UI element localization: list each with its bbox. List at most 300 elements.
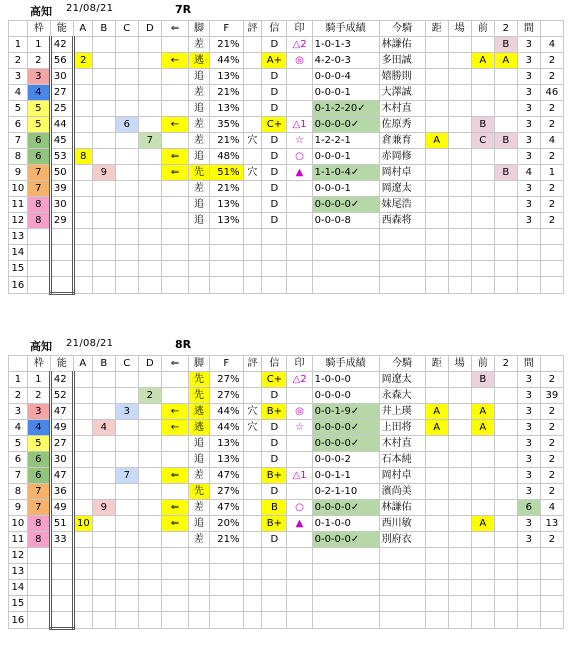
header-shin: 信 (262, 21, 287, 37)
jockey (379, 261, 425, 277)
col-d (138, 532, 161, 548)
col-a (73, 37, 92, 53)
shin: D (262, 420, 287, 436)
header-waku: 枠 (27, 21, 50, 37)
col-c: 7 (115, 468, 138, 484)
mae: A (471, 420, 494, 436)
arrow: ⇐ (161, 516, 188, 532)
row-number: 6 (9, 452, 28, 468)
shin: B+ (262, 516, 287, 532)
waku (27, 245, 50, 261)
hyo (243, 468, 262, 484)
jockey-record: 0-1-2-20✓ (312, 101, 379, 117)
table-row (9, 420, 564, 436)
kan2: 2 (540, 372, 563, 388)
col-b (92, 69, 115, 85)
arrow (161, 612, 188, 629)
baba (448, 101, 471, 117)
kyaku: 先 (189, 484, 210, 500)
waku: 8 (27, 516, 50, 532)
header-kan1: 間 (517, 21, 540, 37)
row-number: 15 (9, 596, 28, 612)
race-number: 8R (175, 338, 192, 351)
shirushi (287, 69, 312, 85)
col-b (92, 436, 115, 452)
col-d (138, 484, 161, 500)
f-pct: 13% (210, 213, 244, 229)
table-row-empty (9, 564, 564, 580)
waku (27, 580, 50, 596)
mae (471, 85, 494, 101)
col-d (138, 117, 161, 133)
kyaku: 差 (189, 500, 210, 516)
ni (494, 404, 517, 420)
hyo: 穴 (243, 133, 262, 149)
col-d (138, 181, 161, 197)
shirushi: ◎ (287, 53, 312, 69)
kan1: 3 (517, 101, 540, 117)
nou (50, 580, 73, 596)
arrow: ← (161, 117, 188, 133)
shirushi: ◎ (287, 404, 312, 420)
shin: D (262, 388, 287, 404)
kyaku: 追 (189, 101, 210, 117)
ni (494, 117, 517, 133)
waku: 8 (27, 532, 50, 548)
mae (471, 564, 494, 580)
hyo (243, 500, 262, 516)
shirushi (287, 213, 312, 229)
kan1: 3 (517, 468, 540, 484)
kyaku: 差 (189, 181, 210, 197)
jockey: 井上瑛 (379, 404, 425, 420)
col-c (115, 133, 138, 149)
row-number: 13 (9, 229, 28, 245)
kan1: 3 (517, 516, 540, 532)
header-f-pct: F (210, 356, 244, 372)
kan2: 2 (540, 213, 563, 229)
col-b (92, 388, 115, 404)
nou: 51 (50, 516, 73, 532)
waku (27, 548, 50, 564)
kyaku (189, 277, 210, 294)
kyori (425, 532, 448, 548)
ni (494, 468, 517, 484)
kan2: 4 (540, 133, 563, 149)
ni (494, 420, 517, 436)
row-number: 2 (9, 388, 28, 404)
mae (471, 165, 494, 181)
kan2: 2 (540, 69, 563, 85)
kyaku (189, 564, 210, 580)
ni (494, 436, 517, 452)
hyo: 穴 (243, 165, 262, 181)
mae (471, 548, 494, 564)
col-b (92, 612, 115, 629)
nou (50, 596, 73, 612)
shin: D (262, 197, 287, 213)
kyaku: 追 (189, 149, 210, 165)
col-c (115, 388, 138, 404)
f-pct (210, 261, 244, 277)
shirushi: ○ (287, 500, 312, 516)
col-b: 4 (92, 420, 115, 436)
mae (471, 37, 494, 53)
row-number: 9 (9, 165, 28, 181)
waku: 5 (27, 436, 50, 452)
hyo (243, 245, 262, 261)
jockey-record: 0-0-0-0✓ (312, 117, 379, 133)
waku: 3 (27, 69, 50, 85)
kan1: 4 (517, 165, 540, 181)
shirushi: ☆ (287, 420, 312, 436)
shirushi: ▲ (287, 165, 312, 181)
col-c (115, 181, 138, 197)
shin: D (262, 181, 287, 197)
f-pct (210, 277, 244, 294)
header-kan2 (540, 21, 563, 37)
shirushi (287, 548, 312, 564)
nou: 47 (50, 404, 73, 420)
baba (448, 85, 471, 101)
shirushi: △2 (287, 372, 312, 388)
kyaku (189, 229, 210, 245)
f-pct: 13% (210, 436, 244, 452)
col-c (115, 261, 138, 277)
waku (27, 612, 50, 629)
col-d (138, 213, 161, 229)
kan2: 1 (540, 165, 563, 181)
shirushi: ▲ (287, 516, 312, 532)
kyori (425, 516, 448, 532)
header-col-a: A (73, 356, 92, 372)
jockey-record: 1-1-0-4✓ (312, 165, 379, 181)
baba (448, 404, 471, 420)
row-number: 12 (9, 548, 28, 564)
shin: D (262, 532, 287, 548)
race-date: 21/08/21 (66, 338, 114, 349)
kan1: 3 (517, 452, 540, 468)
header-mae: 前 (471, 356, 494, 372)
nou (50, 564, 73, 580)
nou (50, 229, 73, 245)
kyori (425, 85, 448, 101)
kan1: 3 (517, 85, 540, 101)
jockey (379, 596, 425, 612)
kan1: 3 (517, 69, 540, 85)
mae (471, 500, 494, 516)
jockey-record (312, 580, 379, 596)
shirushi: ○ (287, 149, 312, 165)
row-number: 16 (9, 612, 28, 629)
mae (471, 388, 494, 404)
waku: 5 (27, 117, 50, 133)
jockey-record: 0-0-0-1 (312, 85, 379, 101)
jockey-record: 1-0-1-3 (312, 37, 379, 53)
arrow (161, 372, 188, 388)
hyo (243, 277, 262, 294)
col-a (73, 388, 92, 404)
f-pct: 47% (210, 500, 244, 516)
waku: 5 (27, 101, 50, 117)
ni (494, 277, 517, 294)
kyori (425, 229, 448, 245)
mae (471, 261, 494, 277)
f-pct (210, 580, 244, 596)
nou: 49 (50, 500, 73, 516)
row-number: 6 (9, 117, 28, 133)
col-c (115, 612, 138, 629)
table-row-empty (9, 596, 564, 612)
col-b (92, 261, 115, 277)
col-a (73, 564, 92, 580)
shirushi (287, 436, 312, 452)
table-row-empty (9, 229, 564, 245)
nou: 27 (50, 436, 73, 452)
arrow (161, 532, 188, 548)
table-row (9, 516, 564, 532)
ni (494, 85, 517, 101)
jockey: 倉兼育 (379, 133, 425, 149)
kyori: A (425, 404, 448, 420)
baba (448, 420, 471, 436)
mae: B (471, 372, 494, 388)
nou: 42 (50, 372, 73, 388)
shirushi (287, 181, 312, 197)
jockey-record: 0-0-0-8 (312, 213, 379, 229)
header-col-b: B (92, 356, 115, 372)
kyori (425, 245, 448, 261)
baba (448, 181, 471, 197)
col-b (92, 213, 115, 229)
col-d (138, 229, 161, 245)
table-row-empty (9, 245, 564, 261)
header-col-c: C (115, 356, 138, 372)
col-d (138, 277, 161, 294)
kan2: 2 (540, 149, 563, 165)
hyo (243, 85, 262, 101)
shin (262, 612, 287, 629)
kyori (425, 388, 448, 404)
arrow (161, 133, 188, 149)
baba (448, 117, 471, 133)
kyaku: 差 (189, 468, 210, 484)
waku: 4 (27, 85, 50, 101)
nou: 52 (50, 388, 73, 404)
race-date: 21/08/21 (66, 3, 114, 14)
kyori (425, 484, 448, 500)
f-pct: 44% (210, 404, 244, 420)
arrow (161, 277, 188, 294)
col-a (73, 548, 92, 564)
shirushi (287, 261, 312, 277)
header-kyaku: 脚 (189, 21, 210, 37)
header-row-number (9, 21, 28, 37)
table-row (9, 69, 564, 85)
jockey-record (312, 277, 379, 294)
kan1: 3 (517, 37, 540, 53)
row-number: 4 (9, 420, 28, 436)
arrow: ← (161, 420, 188, 436)
header-kan2 (540, 356, 563, 372)
arrow (161, 245, 188, 261)
hyo (243, 181, 262, 197)
baba (448, 245, 471, 261)
col-a (73, 229, 92, 245)
jockey: 岡村卓 (379, 468, 425, 484)
kan1: 3 (517, 532, 540, 548)
col-a (73, 532, 92, 548)
arrow (161, 37, 188, 53)
mae (471, 245, 494, 261)
jockey-record: 1-0-0-0 (312, 372, 379, 388)
jockey: 石本純 (379, 452, 425, 468)
kan2 (540, 612, 563, 629)
baba (448, 388, 471, 404)
shin: D (262, 101, 287, 117)
jockey-record (312, 596, 379, 612)
arrow: ← (161, 404, 188, 420)
kyaku (189, 245, 210, 261)
shin: D (262, 69, 287, 85)
arrow (161, 484, 188, 500)
f-pct (210, 564, 244, 580)
col-d (138, 468, 161, 484)
f-pct: 21% (210, 85, 244, 101)
header-col-d: D (138, 21, 161, 37)
col-a (73, 197, 92, 213)
header-jockey: 今騎 (379, 356, 425, 372)
table-row (9, 532, 564, 548)
kyaku: 先 (189, 388, 210, 404)
baba (448, 484, 471, 500)
kyori (425, 261, 448, 277)
baba (448, 229, 471, 245)
shirushi (287, 85, 312, 101)
shirushi (287, 564, 312, 580)
waku: 8 (27, 197, 50, 213)
mae (471, 277, 494, 294)
col-d (138, 580, 161, 596)
waku (27, 261, 50, 277)
f-pct: 13% (210, 69, 244, 85)
col-a (73, 69, 92, 85)
col-c (115, 500, 138, 516)
col-a (73, 245, 92, 261)
row-number: 1 (9, 37, 28, 53)
col-d (138, 452, 161, 468)
jockey-record: 0-0-0-0✓ (312, 500, 379, 516)
col-d (138, 85, 161, 101)
jockey-record: 0-0-0-0 (312, 388, 379, 404)
ni (494, 548, 517, 564)
waku: 6 (27, 468, 50, 484)
col-d (138, 404, 161, 420)
col-a (73, 612, 92, 629)
mae (471, 452, 494, 468)
col-c (115, 420, 138, 436)
kyori (425, 149, 448, 165)
kan1 (517, 548, 540, 564)
ni (494, 516, 517, 532)
ni (494, 69, 517, 85)
col-c (115, 213, 138, 229)
shin: D (262, 133, 287, 149)
waku (27, 564, 50, 580)
col-c (115, 484, 138, 500)
col-c (115, 85, 138, 101)
kan1: 3 (517, 149, 540, 165)
f-pct: 47% (210, 468, 244, 484)
arrow (161, 101, 188, 117)
arrow: ← (161, 53, 188, 69)
arrow (161, 564, 188, 580)
arrow: ⇐ (161, 500, 188, 516)
kan1 (517, 229, 540, 245)
col-c (115, 37, 138, 53)
shin (262, 580, 287, 596)
shin: B+ (262, 468, 287, 484)
col-b (92, 101, 115, 117)
waku: 2 (27, 53, 50, 69)
col-b (92, 372, 115, 388)
kan1: 3 (517, 388, 540, 404)
col-b (92, 197, 115, 213)
table-row-empty (9, 612, 564, 629)
kyaku: 追 (189, 69, 210, 85)
baba (448, 596, 471, 612)
col-b (92, 404, 115, 420)
jockey-record (312, 261, 379, 277)
kyaku: 差 (189, 85, 210, 101)
kyaku: 追 (189, 516, 210, 532)
nou: 36 (50, 484, 73, 500)
col-c (115, 564, 138, 580)
jockey (379, 229, 425, 245)
f-pct: 48% (210, 149, 244, 165)
header-col-c: C (115, 21, 138, 37)
col-b (92, 548, 115, 564)
row-number: 5 (9, 101, 28, 117)
col-a (73, 85, 92, 101)
ni (494, 452, 517, 468)
kyori (425, 277, 448, 294)
header-ni: 2 (494, 356, 517, 372)
hyo: 穴 (243, 420, 262, 436)
nou (50, 261, 73, 277)
kyori: A (425, 133, 448, 149)
mae: A (471, 404, 494, 420)
kan1: 3 (517, 484, 540, 500)
col-c (115, 548, 138, 564)
shin: B (262, 500, 287, 516)
mae: A (471, 53, 494, 69)
f-pct: 13% (210, 197, 244, 213)
col-b (92, 149, 115, 165)
nou (50, 612, 73, 629)
shin (262, 564, 287, 580)
kan2 (540, 596, 563, 612)
waku: 1 (27, 37, 50, 53)
kyori (425, 197, 448, 213)
nou: 30 (50, 197, 73, 213)
baba (448, 532, 471, 548)
shin: A+ (262, 53, 287, 69)
hyo (243, 197, 262, 213)
col-d (138, 261, 161, 277)
col-b (92, 468, 115, 484)
jockey: 多田誠 (379, 53, 425, 69)
